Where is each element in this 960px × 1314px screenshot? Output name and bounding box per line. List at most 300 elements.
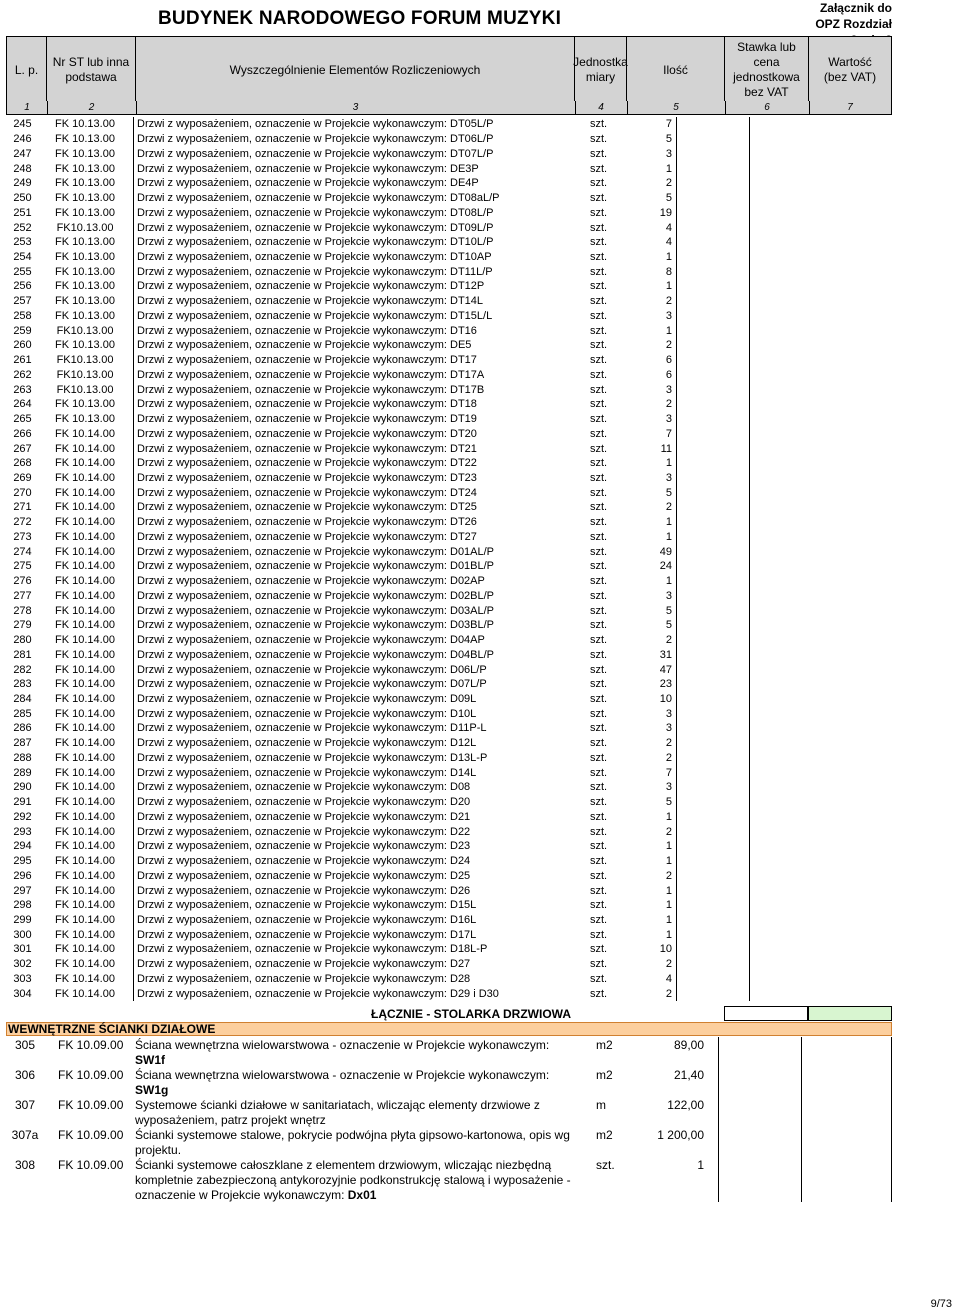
row-st-cell	[39, 456, 134, 471]
table-row	[6, 883, 834, 898]
row-st: FK 10.14.00	[55, 722, 115, 735]
table-row	[6, 854, 834, 869]
row-st-cell	[39, 117, 134, 132]
row-value	[750, 633, 835, 648]
row-st: FK10.13.00	[56, 354, 114, 367]
table-row	[6, 485, 834, 500]
row-desc: Drzwi z wyposażeniem, oznaczenie w Projekcie wykonawczym: D21	[137, 810, 471, 823]
header-qty: Ilość	[627, 37, 725, 103]
row-unit: szt.	[590, 280, 608, 293]
row-rate	[677, 721, 750, 736]
row-st: FK 10.14.00	[55, 958, 115, 971]
row-lp: 258	[13, 309, 32, 322]
row-unit: szt.	[590, 236, 608, 249]
row-st: FK 10.13.00	[55, 236, 115, 249]
row-st-cell	[39, 824, 134, 839]
row-desc: Drzwi z wyposażeniem, oznaczenie w Projekcie wykonawczym: D03BL/P	[137, 619, 495, 632]
row-qty: 49	[659, 545, 672, 558]
row-desc: Drzwi z wyposażeniem, oznaczenie w Projekcie wykonawczym: D23	[137, 840, 471, 853]
row-qty: 2	[665, 501, 672, 514]
row-st-cell	[39, 544, 134, 559]
row-unit: szt.	[590, 118, 608, 131]
row-st: FK 10.14.00	[55, 928, 115, 941]
row-rate	[677, 810, 750, 825]
row-value	[750, 161, 835, 176]
row-st-cell	[39, 146, 134, 161]
table-row	[6, 898, 834, 913]
row-unit: szt.	[590, 324, 608, 337]
row-unit: szt.	[590, 722, 608, 735]
row-desc: Drzwi z wyposażeniem, oznaczenie w Projekcie wykonawczym: DT26	[137, 516, 477, 529]
row-value	[750, 367, 835, 382]
table-row	[6, 706, 834, 721]
row-rate	[677, 530, 750, 545]
row-rate	[677, 235, 750, 250]
row-rate	[677, 161, 750, 176]
row-st-cell	[39, 235, 134, 250]
table-row	[6, 633, 834, 648]
row-unit: szt.	[590, 368, 608, 381]
row-value	[750, 692, 835, 707]
row-rate	[677, 441, 750, 456]
row-qty: 10	[659, 693, 672, 705]
row-desc: Drzwi z wyposażeniem, oznaczenie w Projekcie wykonawczym: DT14L	[137, 295, 484, 308]
table-row	[6, 589, 834, 604]
row-qty: 2	[665, 751, 672, 764]
row-st: FK 10.14.00	[55, 869, 115, 882]
row-value	[750, 353, 835, 368]
row-desc: Drzwi z wyposażeniem, oznaczenie w Projekcie wykonawczym: D02BL/P	[137, 589, 495, 602]
row-desc: Drzwi z wyposażeniem, oznaczenie w Projekcie wykonawczym: DT23	[137, 471, 477, 484]
row-st: FK 10.14.00	[55, 737, 115, 750]
row-qty: 24	[659, 560, 672, 573]
row-unit: szt.	[590, 928, 608, 941]
row-desc: Drzwi z wyposażeniem, oznaczenie w Projekcie wykonawczym: DT12P	[137, 280, 485, 293]
row-rate	[677, 323, 750, 338]
row-lp: 279	[13, 619, 32, 632]
row-lp: 288	[13, 751, 32, 764]
row-lp: 273	[13, 530, 32, 543]
row-desc: Drzwi z wyposażeniem, oznaczenie w Projekcie wykonawczym: D15L	[137, 899, 477, 912]
table-row	[6, 205, 834, 220]
row-rate	[677, 927, 750, 942]
table-row	[6, 574, 834, 589]
row-qty: 2	[665, 825, 672, 838]
row-st: FK 10.13.00	[55, 309, 115, 322]
row-st: FK 10.14.00	[55, 560, 115, 573]
row-desc: Drzwi z wyposażeniem, oznaczenie w Projekcie wykonawczym: DT17	[137, 354, 477, 367]
row-desc: Drzwi z wyposażeniem, oznaczenie w Projekcie wykonawczym: DT22	[137, 457, 477, 470]
row-st-cell	[39, 927, 134, 942]
row-value	[750, 647, 835, 662]
row-unit: szt.	[590, 339, 608, 352]
row-rate	[677, 574, 750, 589]
row-qty: 3	[665, 471, 672, 484]
row-unit: szt.	[590, 575, 608, 588]
table-row	[6, 250, 834, 265]
row-value	[750, 824, 835, 839]
row-rate	[677, 736, 750, 751]
row-value	[750, 986, 835, 1001]
row-lp: 284	[13, 693, 32, 705]
total-value-cell	[808, 1006, 892, 1021]
row-qty: 2	[665, 339, 672, 352]
page-number: 9/73	[930, 1298, 952, 1310]
table-row	[6, 530, 834, 545]
row-st: FK 10.14.00	[55, 987, 115, 1000]
row-lp: 249	[13, 177, 32, 190]
row-st: FK 10.14.00	[55, 457, 115, 470]
table-row	[6, 146, 834, 161]
row-st: FK 10.13.00	[55, 295, 115, 308]
row-desc: Drzwi z wyposażeniem, oznaczenie w Projekcie wykonawczym: D17L	[137, 928, 477, 941]
row-qty: 47	[659, 663, 672, 676]
row-lp: 282	[13, 663, 32, 676]
row-rate	[677, 205, 750, 220]
row-unit: szt.	[590, 442, 608, 455]
row-qty: 2	[665, 869, 672, 882]
table-row	[6, 677, 834, 692]
row-unit: szt.	[590, 133, 608, 146]
row-desc: Drzwi z wyposażeniem, oznaczenie w Projekcie wykonawczym: DT08L/P	[137, 206, 494, 219]
row-value	[750, 662, 835, 677]
row-st-cell	[39, 633, 134, 648]
wall-lp: 306	[14, 1068, 36, 1082]
row-value	[750, 382, 835, 397]
row-qty: 3	[665, 413, 672, 426]
table-row	[6, 927, 834, 942]
row-st-cell	[39, 810, 134, 825]
row-desc: Drzwi z wyposażeniem, oznaczenie w Projekcie wykonawczym: D14L	[137, 766, 477, 779]
row-value	[750, 810, 835, 825]
row-lp: 278	[13, 604, 32, 617]
row-value	[750, 795, 835, 810]
row-unit: szt.	[590, 295, 608, 308]
row-st-cell	[39, 412, 134, 427]
row-st-cell	[39, 721, 134, 736]
row-value	[750, 603, 835, 618]
row-st: FK 10.14.00	[55, 796, 115, 809]
row-lp: 286	[13, 722, 32, 735]
row-rate	[677, 250, 750, 265]
row-unit: szt.	[590, 221, 608, 234]
row-st-cell	[39, 883, 134, 898]
table-row	[6, 323, 834, 338]
row-rate	[677, 589, 750, 604]
row-rate	[677, 765, 750, 780]
row-value	[750, 544, 835, 559]
column-number-row	[6, 101, 892, 115]
row-st: FK 10.14.00	[55, 471, 115, 484]
wall-unit: m2	[596, 1128, 613, 1142]
row-rate	[677, 397, 750, 412]
table-row	[6, 456, 834, 471]
row-lp: 271	[13, 501, 32, 514]
row-st-cell	[39, 132, 134, 147]
row-unit: szt.	[590, 545, 608, 558]
row-value	[750, 574, 835, 589]
row-qty: 1	[665, 516, 672, 529]
row-rate	[677, 898, 750, 913]
row-unit: szt.	[590, 634, 608, 647]
row-lp: 269	[13, 471, 32, 484]
row-unit: szt.	[590, 825, 608, 838]
table-row	[6, 603, 834, 618]
row-qty: 1	[665, 162, 672, 175]
row-st-cell	[39, 323, 134, 338]
row-rate	[677, 559, 750, 574]
row-qty: 1	[665, 280, 672, 293]
row-qty: 2	[665, 737, 672, 750]
row-desc: Drzwi z wyposażeniem, oznaczenie w Projekcie wykonawczym: DT16	[137, 324, 477, 337]
table-row	[6, 500, 834, 515]
table-row	[6, 559, 834, 574]
row-lp: 272	[13, 516, 32, 529]
table-row	[6, 132, 834, 147]
row-lp: 247	[13, 147, 32, 160]
row-st: FK 10.13.00	[55, 339, 115, 352]
row-lp: 259	[13, 324, 32, 337]
wall-desc-code: Dx01	[347, 1188, 377, 1202]
row-unit: szt.	[590, 147, 608, 160]
row-value	[750, 220, 835, 235]
row-st-cell	[39, 367, 134, 382]
header-rate: Stawka lub cena jednostkowa bez VAT	[725, 37, 809, 103]
row-desc: Drzwi z wyposażeniem, oznaczenie w Projekcie wykonawczym: DT27	[137, 530, 477, 543]
row-desc: Drzwi z wyposażeniem, oznaczenie w Projekcie wykonawczym: D18L-P	[137, 943, 488, 956]
row-qty: 1	[665, 575, 672, 588]
row-value	[750, 456, 835, 471]
row-desc: Drzwi z wyposażeniem, oznaczenie w Projekcie wykonawczym: DE5	[137, 339, 472, 352]
row-unit: szt.	[590, 869, 608, 882]
row-qty: 3	[665, 707, 672, 720]
wall-unit: m2	[596, 1068, 613, 1082]
row-unit: szt.	[590, 693, 608, 705]
table-row	[6, 957, 834, 972]
row-qty: 8	[665, 265, 672, 278]
row-rate	[677, 367, 750, 382]
row-st-cell	[39, 559, 134, 574]
row-st-cell	[39, 220, 134, 235]
row-rate	[677, 692, 750, 707]
row-st: FK 10.13.00	[55, 118, 115, 131]
row-unit: szt.	[590, 766, 608, 779]
row-value	[750, 250, 835, 265]
wall-desc: Ścianki systemowe stalowe, pokrycie podwójna płyta gipsowo-kartonowa, opis wg projektu.	[135, 1128, 570, 1157]
row-lp: 266	[13, 427, 32, 440]
row-value	[750, 146, 835, 161]
header-lp: L. p.	[7, 37, 47, 103]
table-row	[6, 751, 834, 766]
row-value	[750, 471, 835, 486]
row-unit: szt.	[590, 958, 608, 971]
row-desc: Drzwi z wyposażeniem, oznaczenie w Projekcie wykonawczym: D26	[137, 884, 471, 897]
row-st-cell	[39, 736, 134, 751]
col-number: 1	[7, 101, 48, 115]
row-unit: szt.	[590, 206, 608, 219]
row-value	[750, 854, 835, 869]
row-value	[750, 589, 835, 604]
row-unit: szt.	[590, 707, 608, 720]
wall-desc: Ściana wewnętrzna wielowarstwowa - oznaczenie w Projekcie wykonawczym:	[135, 1068, 550, 1082]
row-st: FK10.13.00	[56, 383, 114, 396]
row-st-cell	[39, 279, 134, 294]
row-qty: 11	[660, 442, 672, 455]
row-value	[750, 500, 835, 515]
row-rate	[677, 868, 750, 883]
table-row	[6, 220, 834, 235]
row-lp: 253	[13, 236, 32, 249]
row-rate	[677, 279, 750, 294]
row-lp: 290	[13, 781, 32, 794]
row-st: FK 10.13.00	[55, 398, 115, 411]
row-qty: 4	[665, 221, 672, 234]
row-st: FK 10.14.00	[55, 899, 115, 912]
table-header	[6, 36, 892, 102]
table-row	[6, 986, 834, 1001]
table-row	[6, 692, 834, 707]
row-qty: 19	[659, 206, 672, 219]
row-st: FK 10.14.00	[55, 855, 115, 868]
row-qty: 2	[665, 958, 672, 971]
row-desc: Drzwi z wyposażeniem, oznaczenie w Projekcie wykonawczym: D25	[137, 869, 471, 882]
table-row	[6, 721, 834, 736]
row-rate	[677, 294, 750, 309]
col-number: 4	[575, 101, 628, 115]
wall-st: FK 10.09.00	[58, 1128, 124, 1142]
row-value	[750, 883, 835, 898]
table-row	[6, 382, 834, 397]
table-row	[6, 780, 834, 795]
row-rate	[677, 883, 750, 898]
row-st: FK 10.14.00	[55, 825, 115, 838]
row-lp: 248	[13, 162, 32, 175]
row-unit: szt.	[590, 810, 608, 823]
row-lp: 268	[13, 457, 32, 470]
row-st: FK 10.14.00	[55, 972, 115, 985]
row-value	[750, 191, 835, 206]
row-st: FK 10.14.00	[55, 530, 115, 543]
row-st-cell	[39, 471, 134, 486]
col-number: 2	[47, 101, 137, 115]
row-desc: Drzwi z wyposażeniem, oznaczenie w Projekcie wykonawczym: D22	[137, 825, 471, 838]
row-lp: 277	[13, 589, 32, 602]
table-row	[6, 161, 834, 176]
row-rate	[677, 485, 750, 500]
row-rate	[677, 662, 750, 677]
row-qty: 1	[665, 530, 672, 543]
row-desc: Drzwi z wyposażeniem, oznaczenie w Projekcie wykonawczym: D12L	[137, 737, 477, 750]
row-qty: 1	[665, 884, 672, 897]
table-row	[6, 839, 834, 854]
row-rate	[677, 456, 750, 471]
row-unit: szt.	[590, 899, 608, 912]
row-desc: Drzwi z wyposażeniem, oznaczenie w Projekcie wykonawczym: DT21	[137, 442, 477, 455]
wall-desc: Systemowe ścianki działowe w sanitariatach, wliczając elementy drzwiowe z wyposażeniem, patrz projekt wnętrz	[135, 1098, 540, 1127]
row-value	[750, 559, 835, 574]
wall-qty: 21,40	[673, 1068, 704, 1082]
row-st-cell	[39, 353, 134, 368]
table-row	[6, 264, 834, 279]
row-st: FK 10.14.00	[55, 810, 115, 823]
row-unit: szt.	[590, 398, 608, 411]
row-qty: 1	[665, 840, 672, 853]
row-qty: 3	[665, 781, 672, 794]
row-qty: 4	[665, 972, 672, 985]
row-unit: szt.	[590, 619, 608, 632]
row-lp: 270	[13, 486, 32, 499]
row-desc: Drzwi z wyposażeniem, oznaczenie w Projekcie wykonawczym: DT15L/L	[137, 309, 493, 322]
row-value	[750, 117, 835, 132]
table-row	[6, 117, 834, 132]
row-lp: 255	[13, 265, 32, 278]
row-st-cell	[39, 264, 134, 279]
row-st-cell	[39, 662, 134, 677]
row-st-cell	[39, 589, 134, 604]
wall-lp: 308	[14, 1158, 36, 1172]
row-st-cell	[39, 485, 134, 500]
row-st-cell	[39, 647, 134, 662]
row-lp: 302	[13, 958, 32, 971]
row-qty: 2	[665, 398, 672, 411]
row-qty: 7	[665, 427, 672, 440]
row-qty: 2	[665, 295, 672, 308]
row-st: FK 10.14.00	[55, 648, 115, 661]
row-value	[750, 839, 835, 854]
row-st: FK 10.14.00	[55, 840, 115, 853]
table-row	[6, 795, 834, 810]
row-desc: Drzwi z wyposażeniem, oznaczenie w Projekcie wykonawczym: DT25	[137, 501, 477, 514]
row-rate	[677, 132, 750, 147]
row-qty: 2	[665, 634, 672, 647]
row-desc: Drzwi z wyposażeniem, oznaczenie w Projekcie wykonawczym: DT17A	[137, 368, 485, 381]
row-st-cell	[39, 751, 134, 766]
row-st: FK 10.14.00	[55, 486, 115, 499]
row-unit: szt.	[590, 781, 608, 794]
row-desc: Drzwi z wyposażeniem, oznaczenie w Projekcie wykonawczym: DE3P	[137, 162, 479, 175]
wall-desc-block	[135, 1098, 572, 1128]
col-number: 5	[627, 101, 726, 115]
row-lp: 301	[13, 943, 32, 956]
items-table	[6, 117, 834, 1001]
table-row	[6, 647, 834, 662]
total-rate-cell	[724, 1006, 808, 1021]
row-unit: szt.	[590, 530, 608, 543]
row-rate	[677, 500, 750, 515]
row-lp: 251	[13, 206, 32, 219]
wall-desc-code: SW1f	[135, 1053, 165, 1067]
row-rate	[677, 338, 750, 353]
row-st-cell	[39, 500, 134, 515]
wall-qty: 89,00	[673, 1038, 704, 1052]
row-lp: 245	[13, 118, 32, 131]
row-lp: 303	[13, 972, 32, 985]
row-value	[750, 618, 835, 633]
row-desc: Drzwi z wyposażeniem, oznaczenie w Projekcie wykonawczym: D24	[137, 855, 471, 868]
row-qty: 1	[665, 899, 672, 912]
table-row	[6, 942, 834, 957]
row-value	[750, 530, 835, 545]
row-lp: 265	[13, 413, 32, 426]
row-lp: 300	[13, 928, 32, 941]
total-label: ŁĄCZNIE - STOLARKA DRZWIOWA	[371, 1007, 571, 1021]
wall-st: FK 10.09.00	[58, 1068, 124, 1082]
row-qty: 1	[665, 324, 672, 337]
row-rate	[677, 146, 750, 161]
row-unit: szt.	[590, 501, 608, 514]
row-lp: 260	[13, 339, 32, 352]
table-row	[6, 618, 834, 633]
